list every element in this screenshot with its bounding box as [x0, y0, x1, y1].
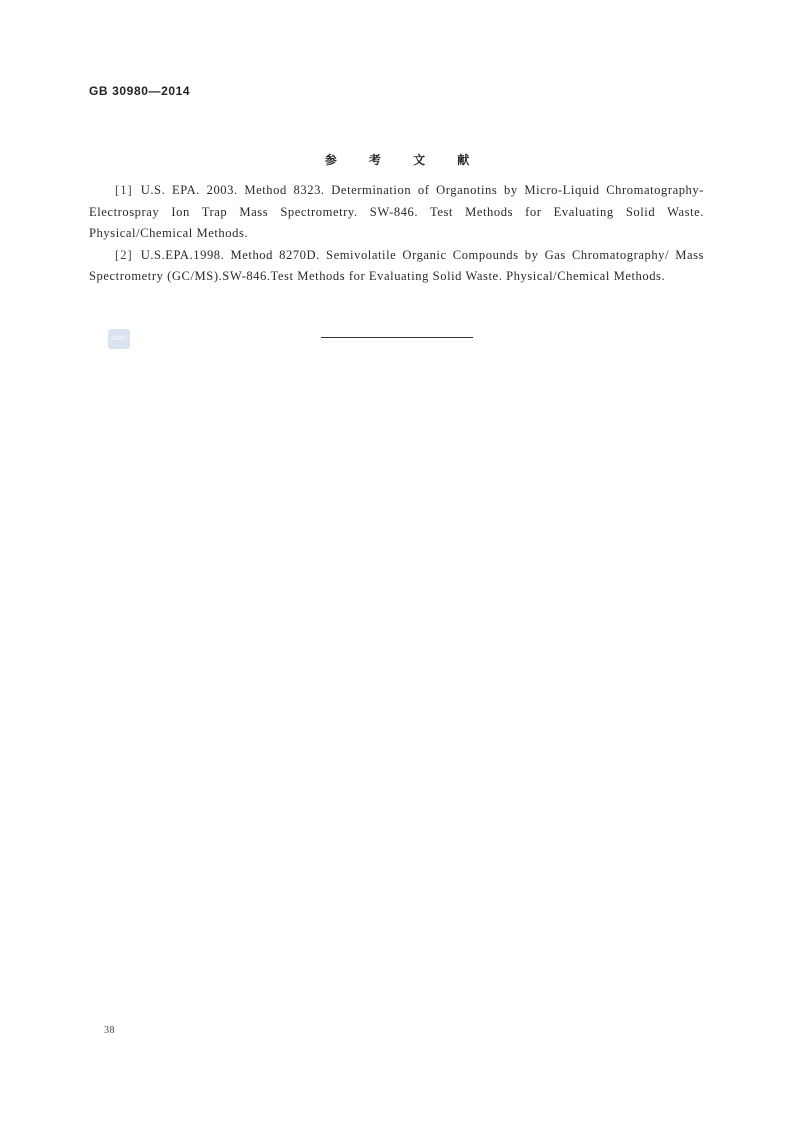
references-list: [89, 180, 704, 288]
reference-number: [2]: [115, 247, 133, 262]
watermark-logo: SDAC: [108, 329, 130, 349]
reference-text: U.S.EPA.1998. Method 8270D. Semivolatile Organic Compounds by Gas Chromatography/ Mass Spectrometry (GC/MS).SW-846.Test Methods for Evaluating Solid Waste. Physical/Chemical Methods.: [89, 247, 704, 283]
references-title: 参 考 文 献: [324, 153, 484, 167]
reference-item-1: [89, 180, 704, 245]
reference-text: U.S. EPA. 2003. Method 8323. Determination of Organotins by Micro-Liquid Chromatography-Electrospray Ion Trap Mass Spectrometry. SW-846. Test Methods for Evaluating Solid Waste. Physical/Chemical Methods.: [89, 183, 704, 240]
standard-code-header: GB 30980—2014: [89, 84, 191, 98]
reference-number: [1]: [115, 183, 133, 197]
page-number: 38: [104, 1025, 115, 1036]
reference-item-2: [89, 245, 704, 288]
end-rule: [321, 337, 473, 338]
